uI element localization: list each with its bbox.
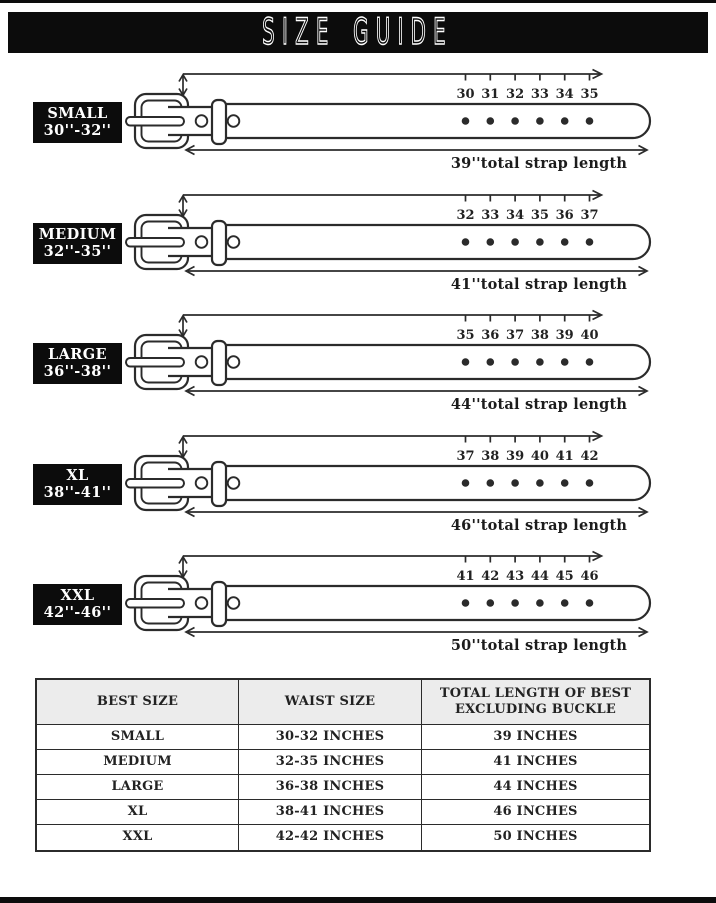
- table-cell: 30-32 INCHES: [239, 725, 422, 750]
- buckle-prong: [126, 117, 184, 126]
- belt-hole: [561, 358, 569, 366]
- size-badge: [33, 223, 122, 264]
- table-header-cell: TOTAL LENGTH OF BEST EXCLUDING BUCKLE: [422, 680, 649, 725]
- buckle-prong: [126, 479, 184, 488]
- table-cell: 36-38 INCHES: [239, 775, 422, 800]
- belt-hole: [536, 479, 544, 487]
- belt-hole: [462, 479, 470, 487]
- belt-strap: [214, 104, 650, 138]
- belt-hole: [511, 599, 519, 607]
- total-length-label: 41''total strap length: [450, 275, 628, 293]
- rivet-hole: [196, 477, 208, 489]
- keeper-loop: [212, 341, 226, 385]
- belt-hole: [511, 117, 519, 125]
- size-badge: [33, 464, 122, 505]
- badge-size-label: SMALL: [47, 105, 108, 122]
- size-number: 39: [555, 328, 574, 343]
- size-number: 35: [580, 87, 599, 102]
- size-number: 36: [555, 207, 574, 223]
- total-length-label: 39''total strap length: [450, 155, 628, 172]
- belt-hole: [561, 599, 569, 607]
- rivet-hole: [196, 356, 208, 368]
- belt-hole: [536, 238, 544, 246]
- title-bar: [8, 12, 708, 53]
- belt-strap: [214, 225, 650, 259]
- total-length-label: 44''total strap length: [450, 396, 628, 413]
- keeper-loop: [212, 582, 226, 626]
- belt-hole: [487, 238, 495, 246]
- rivet-hole: [196, 597, 208, 609]
- table-cell: 44 INCHES: [422, 775, 649, 800]
- top-edge-bar: [0, 0, 716, 3]
- keeper-loop: [212, 462, 226, 506]
- badge-size-label: MEDIUM: [38, 225, 117, 243]
- size-number: 46: [580, 569, 599, 584]
- table-header-cell: BEST SIZE: [37, 680, 239, 725]
- belt-row: [0, 422, 716, 542]
- table-cell: XXL: [37, 825, 239, 850]
- size-number: 39: [506, 448, 525, 464]
- belt-hole: [536, 599, 544, 607]
- size-number: 36: [481, 328, 500, 343]
- belt-hole: [586, 358, 594, 366]
- size-number: 38: [530, 328, 549, 343]
- belt-hole: [536, 117, 544, 125]
- table-cell: 39 INCHES: [422, 725, 649, 750]
- size-number: 45: [555, 569, 574, 584]
- size-number: 40: [580, 328, 599, 343]
- table-header-cell: WAIST SIZE: [239, 680, 422, 725]
- size-number: 35: [456, 328, 475, 343]
- badge-size-range: 30''-32'': [43, 122, 112, 140]
- belt-hole: [561, 479, 569, 487]
- belt-hole: [586, 117, 594, 125]
- size-number: 32: [456, 207, 475, 223]
- size-number: 38: [481, 448, 500, 464]
- size-number: 43: [506, 569, 525, 584]
- belt-hole: [487, 117, 495, 125]
- belt-hole: [487, 599, 495, 607]
- table-cell: 41 INCHES: [422, 750, 649, 775]
- size-number: 30: [456, 87, 475, 102]
- size-number: 33: [530, 87, 549, 102]
- table-cell: 46 INCHES: [422, 800, 649, 825]
- table-cell: SMALL: [37, 725, 239, 750]
- size-number: 37: [456, 448, 475, 464]
- page-title: SIZE GUIDE: [262, 11, 454, 54]
- belt-hole: [462, 117, 470, 125]
- belt-strap: [214, 586, 650, 620]
- keeper-loop: [212, 221, 226, 265]
- size-number: 41: [456, 569, 475, 584]
- belt-hole: [487, 479, 495, 487]
- size-number: 40: [530, 448, 549, 464]
- bottom-edge-bar: [0, 897, 716, 903]
- table-cell: MEDIUM: [37, 750, 239, 775]
- belt-hole: [462, 358, 470, 366]
- size-number: 37: [506, 328, 525, 343]
- rivet-hole: [228, 115, 240, 127]
- belt-hole: [536, 358, 544, 366]
- size-number: 37: [580, 207, 599, 223]
- table-cell: 50 INCHES: [493, 829, 578, 845]
- size-number: 41: [555, 448, 574, 464]
- badge-size-range: 42''-46'': [43, 604, 112, 622]
- size-number: 33: [481, 207, 500, 223]
- badge-size-range: 36''-38'': [43, 363, 112, 381]
- badge-size-label: LARGE: [48, 346, 107, 363]
- badge-size-range: 38''-41'': [43, 483, 112, 501]
- size-badge: [33, 102, 122, 143]
- buckle-prong: [126, 238, 184, 247]
- belt-strap: [214, 345, 650, 379]
- belt-hole: [487, 358, 495, 366]
- belt-strap: [214, 466, 650, 500]
- belt-row: [0, 301, 716, 421]
- total-length-label: 46''total strap length: [450, 516, 628, 534]
- belt-hole: [511, 479, 519, 487]
- table-cell: XL: [37, 800, 239, 825]
- rivet-hole: [196, 236, 208, 248]
- belt-hole: [511, 238, 519, 246]
- belt-row: [0, 60, 716, 180]
- belt-hole: [586, 479, 594, 487]
- buckle-prong: [126, 358, 184, 367]
- size-number: 35: [530, 207, 549, 223]
- buckle-prong: [126, 599, 184, 608]
- keeper-loop: [212, 100, 226, 144]
- belt-hole: [462, 238, 470, 246]
- size-number: 44: [530, 569, 549, 584]
- rivet-hole: [196, 115, 208, 127]
- badge-size-range: 32''-35'': [43, 242, 112, 260]
- size-number: 42: [580, 448, 599, 464]
- belt-row: [0, 542, 716, 662]
- rivet-hole: [228, 236, 240, 248]
- size-table: [35, 678, 651, 852]
- total-length-label: 50''total strap length: [450, 637, 628, 654]
- belt-hole: [561, 238, 569, 246]
- table-cell: 32-35 INCHES: [239, 750, 422, 775]
- rivet-hole: [228, 597, 240, 609]
- badge-size-label: XXL: [60, 587, 95, 604]
- belt-hole: [462, 599, 470, 607]
- belt-hole: [561, 117, 569, 125]
- rivet-hole: [228, 477, 240, 489]
- table-cell: 42-42 INCHES: [239, 825, 422, 850]
- rivet-hole: [228, 356, 240, 368]
- size-number: 34: [506, 207, 525, 223]
- belt-hole: [586, 238, 594, 246]
- size-badge: [33, 584, 122, 625]
- table-cell: 38-41 INCHES: [239, 800, 422, 825]
- size-number: 32: [506, 87, 525, 102]
- size-number: 42: [481, 569, 500, 584]
- size-number: 34: [555, 87, 574, 102]
- belt-row: [0, 181, 716, 301]
- size-badge: [33, 343, 122, 384]
- belt-hole: [511, 358, 519, 366]
- belt-hole: [586, 599, 594, 607]
- badge-size-label: XL: [66, 466, 89, 484]
- table-cell: LARGE: [37, 775, 239, 800]
- size-number: 31: [481, 87, 500, 102]
